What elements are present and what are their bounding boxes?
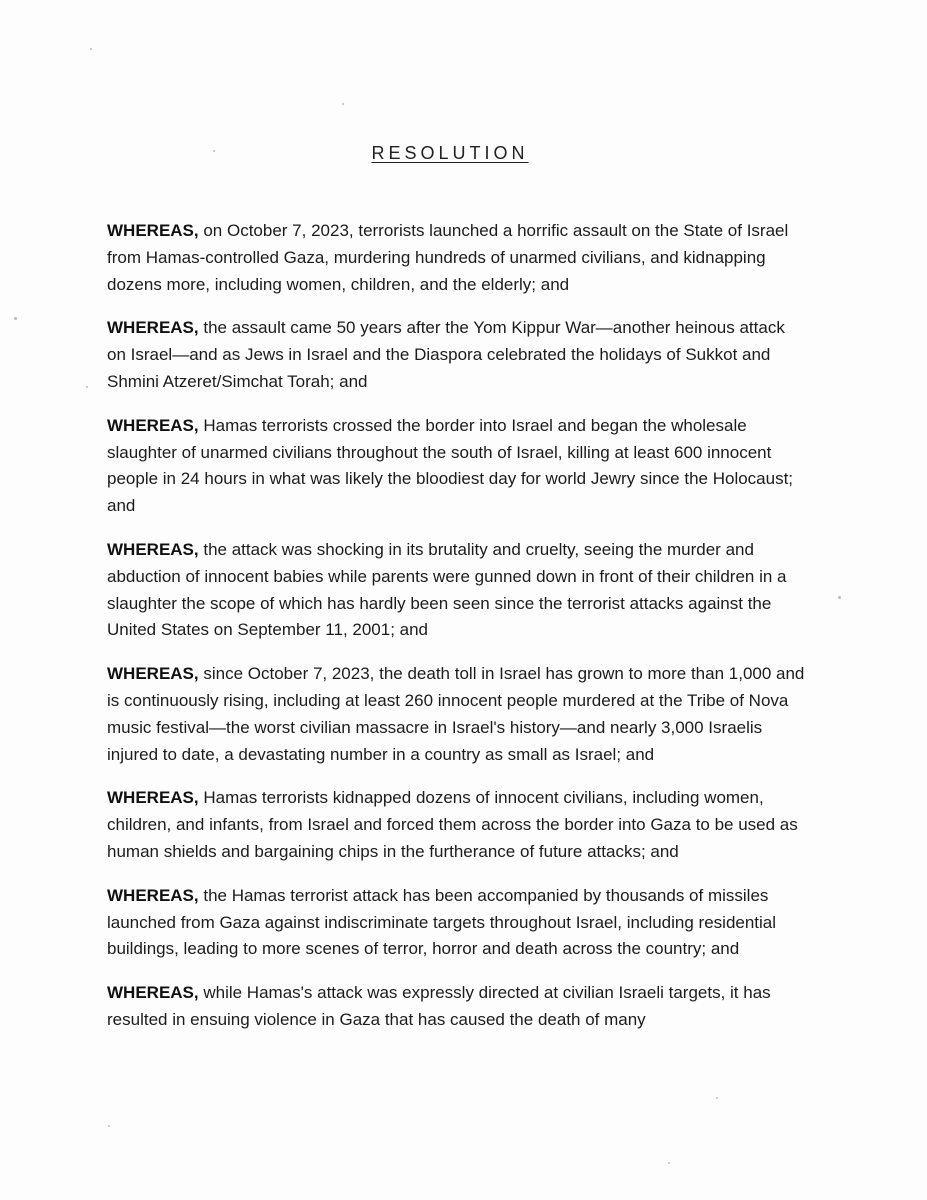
whereas-clause: [107, 315, 807, 395]
clause-text: the Hamas terrorist attack has been accompanied by thousands of missiles launched from Gaza against indiscriminate targets throughout Israel, including residential buildings, leading to more scenes of terror, horror and death across the country; and: [107, 885, 777, 959]
scan-speck: [86, 386, 88, 388]
clause-text: Hamas terrorists kidnapped dozens of innocent civilians, including women, children, and infants, from Israel and forced them across the border into Gaza to be used as human shields and bargaining chips in the furtherance of future attacks; and: [107, 788, 798, 861]
whereas-clause: [107, 218, 807, 298]
clause-text: Hamas terrorists crossed the border into Israel and began the wholesale slaughter of unarmed civilians throughout the south of Israel, killing at least 600 innocent people in 24 hours in what was likely the bloodiest day for world Jewry since the Holocaust; and: [107, 415, 794, 516]
whereas-clause: [107, 661, 807, 768]
clause-keyword: WHEREAS,: [107, 318, 199, 338]
clause-keyword: WHEREAS,: [107, 221, 199, 240]
clause-text: the attack was shocking in its brutality and cruelty, seeing the murder and abduction of innocent babies while parents were gunned down in front of their children in a slaughter the scope of which has hardly been seen since the terrorist attacks against the United States on September 11, 2001; and: [107, 539, 787, 640]
document-title: RESOLUTION: [371, 143, 529, 163]
scan-speck: [108, 1125, 110, 1127]
whereas-clause: [107, 785, 807, 865]
scan-speck: [14, 317, 17, 320]
whereas-clause: [107, 883, 807, 963]
scan-speck: [716, 1097, 718, 1099]
scan-speck: [838, 596, 841, 599]
scan-speck: [90, 48, 92, 50]
clause-keyword: WHEREAS,: [107, 788, 199, 808]
clause-text: since October 7, 2023, the death toll in Israel has grown to more than 1,000 and is continuously rising, including at least 260 innocent people murdered at the Tribe of Nova music festival—the worst civilian massacre in Israel's history—and nearly 3,000 Israelis injured to date, a devastating number in a country as small as Israel; and: [107, 664, 805, 764]
scan-speck: [668, 1162, 670, 1164]
whereas-clause: [107, 413, 807, 520]
whereas-clause: [107, 537, 807, 644]
resolution-body: [107, 218, 807, 1051]
clause-keyword: WHEREAS,: [107, 664, 199, 684]
whereas-clause: [107, 980, 807, 1034]
scan-speck: [342, 103, 344, 105]
clause-text: on October 7, 2023, terrorists launched a horrific assault on the State of Israel from Hamas-controlled Gaza, murdering hundreds of unarmed civilians, and kidnapping dozens more, including women, children, and the elderly; and: [107, 221, 789, 294]
clause-keyword: WHEREAS,: [107, 415, 199, 435]
clause-keyword: WHEREAS,: [107, 885, 199, 905]
clause-text: the assault came 50 years after the Yom Kippur War—another heinous attack on Israel—and as Jews in Israel and the Diaspora celebrated the holidays of Sukkot and Shmini Atzeret/Simchat Torah; and: [107, 318, 785, 391]
clause-keyword: WHEREAS,: [107, 539, 199, 559]
clause-text: while Hamas's attack was expressly directed at civilian Israeli targets, it has resulted in ensuing violence in Gaza that has caused the death of many: [107, 983, 771, 1029]
clause-keyword: WHEREAS,: [107, 983, 199, 1003]
